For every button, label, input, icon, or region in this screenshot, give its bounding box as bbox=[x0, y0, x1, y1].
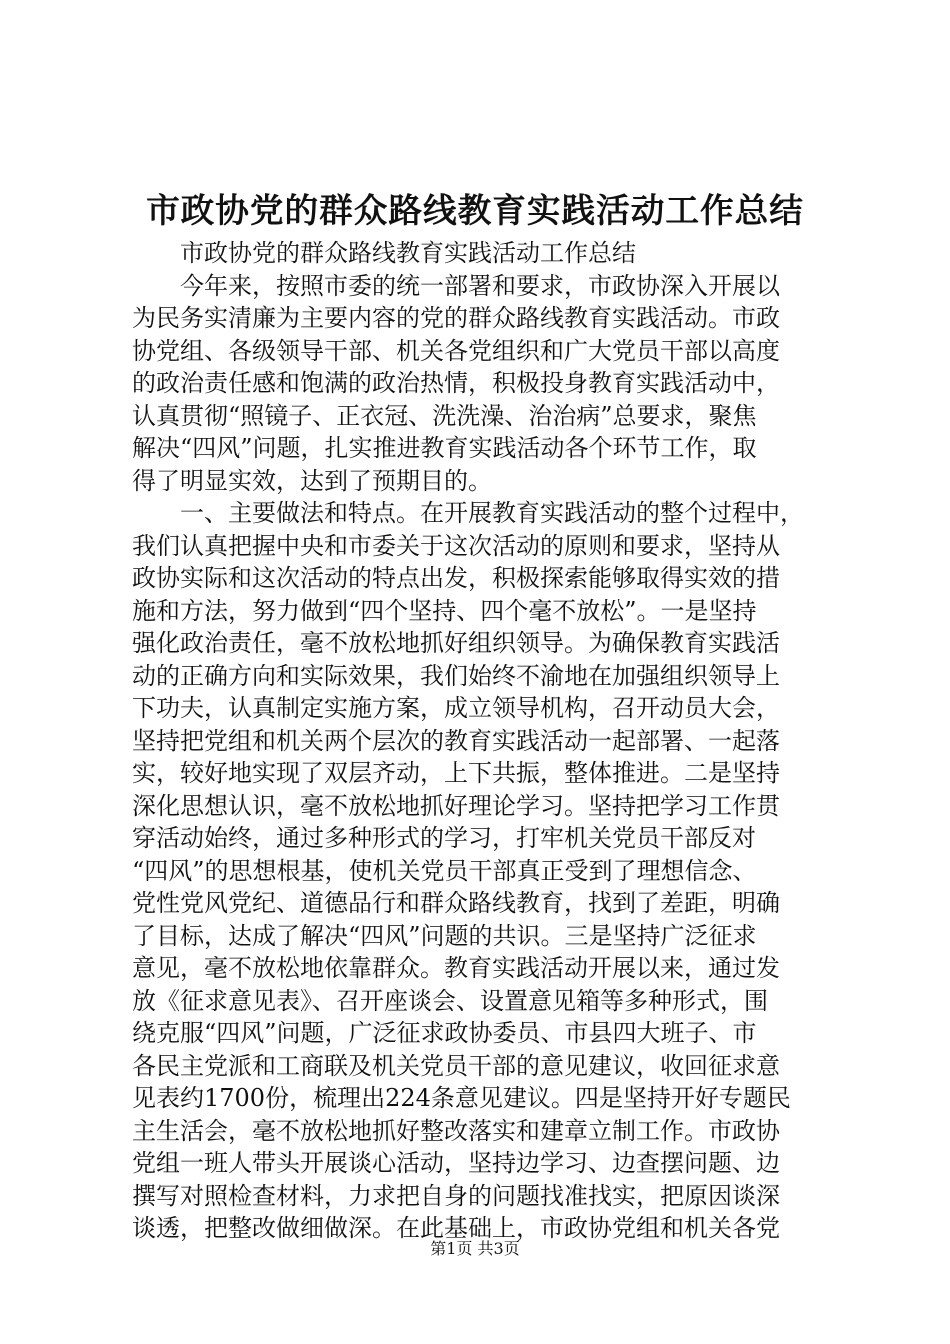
text-line: 协党组、各级领导干部、机关各党组织和广大党员干部以高度 bbox=[132, 336, 780, 365]
text-line: 撰写对照检查材料，力求把自身的问题找准找实，把原因谈深 bbox=[132, 1181, 780, 1210]
text-line: 一、主要做法和特点。在开展教育实践活动的整个过程中， bbox=[180, 499, 804, 527]
text-line: 市政协党的群众路线教育实践活动工作总结 bbox=[180, 239, 636, 267]
text-line: 谈透，把整改做细做深。在此基础上，市政协党组和机关各党 bbox=[132, 1214, 780, 1242]
text-line: 绕克服“四风”问题，广泛征求政协委员、市县四大班子、市 bbox=[132, 1019, 757, 1047]
page-footer: 第1页 共3页 bbox=[430, 1239, 520, 1258]
text-line: 强化政治责任，毫不放松地抓好组织领导。为确保教育实践活 bbox=[132, 629, 780, 657]
text-line: 深化思想认识，毫不放松地抓好理论学习。坚持把学习工作贯 bbox=[132, 791, 780, 820]
text-line: 今年来，按照市委的统一部署和要求，市政协深入开展以 bbox=[180, 271, 780, 300]
text-line: 各民主党派和工商联及机关党员干部的意见建议，收回征求意 bbox=[132, 1051, 780, 1080]
text-line: 实，较好地实现了双层齐动，上下共振，整体推进。二是坚持 bbox=[132, 759, 780, 787]
text-line: 坚持把党组和机关两个层次的教育实践活动一起部署、一起落 bbox=[132, 726, 780, 755]
text-line: 认真贯彻“照镜子、正衣冠、洗洗澡、治治病”总要求，聚焦 bbox=[132, 401, 757, 430]
text-line: 见表约1700份，梳理出224条意见建议。四是坚持开好专题民 bbox=[132, 1084, 791, 1112]
text-line: 施和方法，努力做到“四个坚持、四个毫不放松”。一是坚持 bbox=[132, 596, 757, 625]
text-line: 政协实际和这次活动的特点出发，积极探索能够取得实效的措 bbox=[132, 564, 780, 592]
text-line: 动的正确方向和实际效果，我们始终不渝地在加强组织领导上 bbox=[132, 661, 780, 690]
text-line: 下功夫，认真制定实施方案，成立领导机构，召开动员大会， bbox=[132, 694, 780, 722]
text-line: 穿活动始终，通过多种形式的学习，打牢机关党员干部反对 bbox=[132, 824, 756, 852]
text-line: 为民务实清廉为主要内容的党的群众路线教育实践活动。市政 bbox=[132, 304, 780, 332]
text-line: 得了明显实效，达到了预期目的。 bbox=[132, 466, 492, 495]
document-title: 市政协党的群众路线教育实践活动工作总结 bbox=[146, 190, 804, 230]
text-line: “四风”的思想根基，使机关党员干部真正受到了理想信念、 bbox=[132, 856, 757, 885]
document-body bbox=[132, 237, 832, 1245]
text-line: 意见，毫不放松地依靠群众。教育实践活动开展以来，通过发 bbox=[132, 954, 780, 982]
text-line: 解决“四风”问题，扎实推进教育实践活动各个环节工作，取 bbox=[132, 434, 757, 462]
text-line: 我们认真把握中央和市委关于这次活动的原则和要求，坚持从 bbox=[132, 531, 780, 560]
text-line: 党性党风党纪、道德品行和群众路线教育，找到了差距，明确 bbox=[132, 889, 780, 917]
text-line: 了目标，达成了解决“四风”问题的共识。三是坚持广泛征求 bbox=[132, 921, 757, 950]
text-line: 主生活会，毫不放松地抓好整改落实和建章立制工作。市政协 bbox=[132, 1116, 780, 1145]
text-line: 党组一班人带头开展谈心活动，坚持边学习、边查摆问题、边 bbox=[132, 1149, 780, 1177]
text-line: 的政治责任感和饱满的政治热情，积极投身教育实践活动中， bbox=[132, 369, 780, 397]
text-line: 放《征求意见表》、召开座谈会、设置意见箱等多种形式，围 bbox=[132, 986, 768, 1015]
